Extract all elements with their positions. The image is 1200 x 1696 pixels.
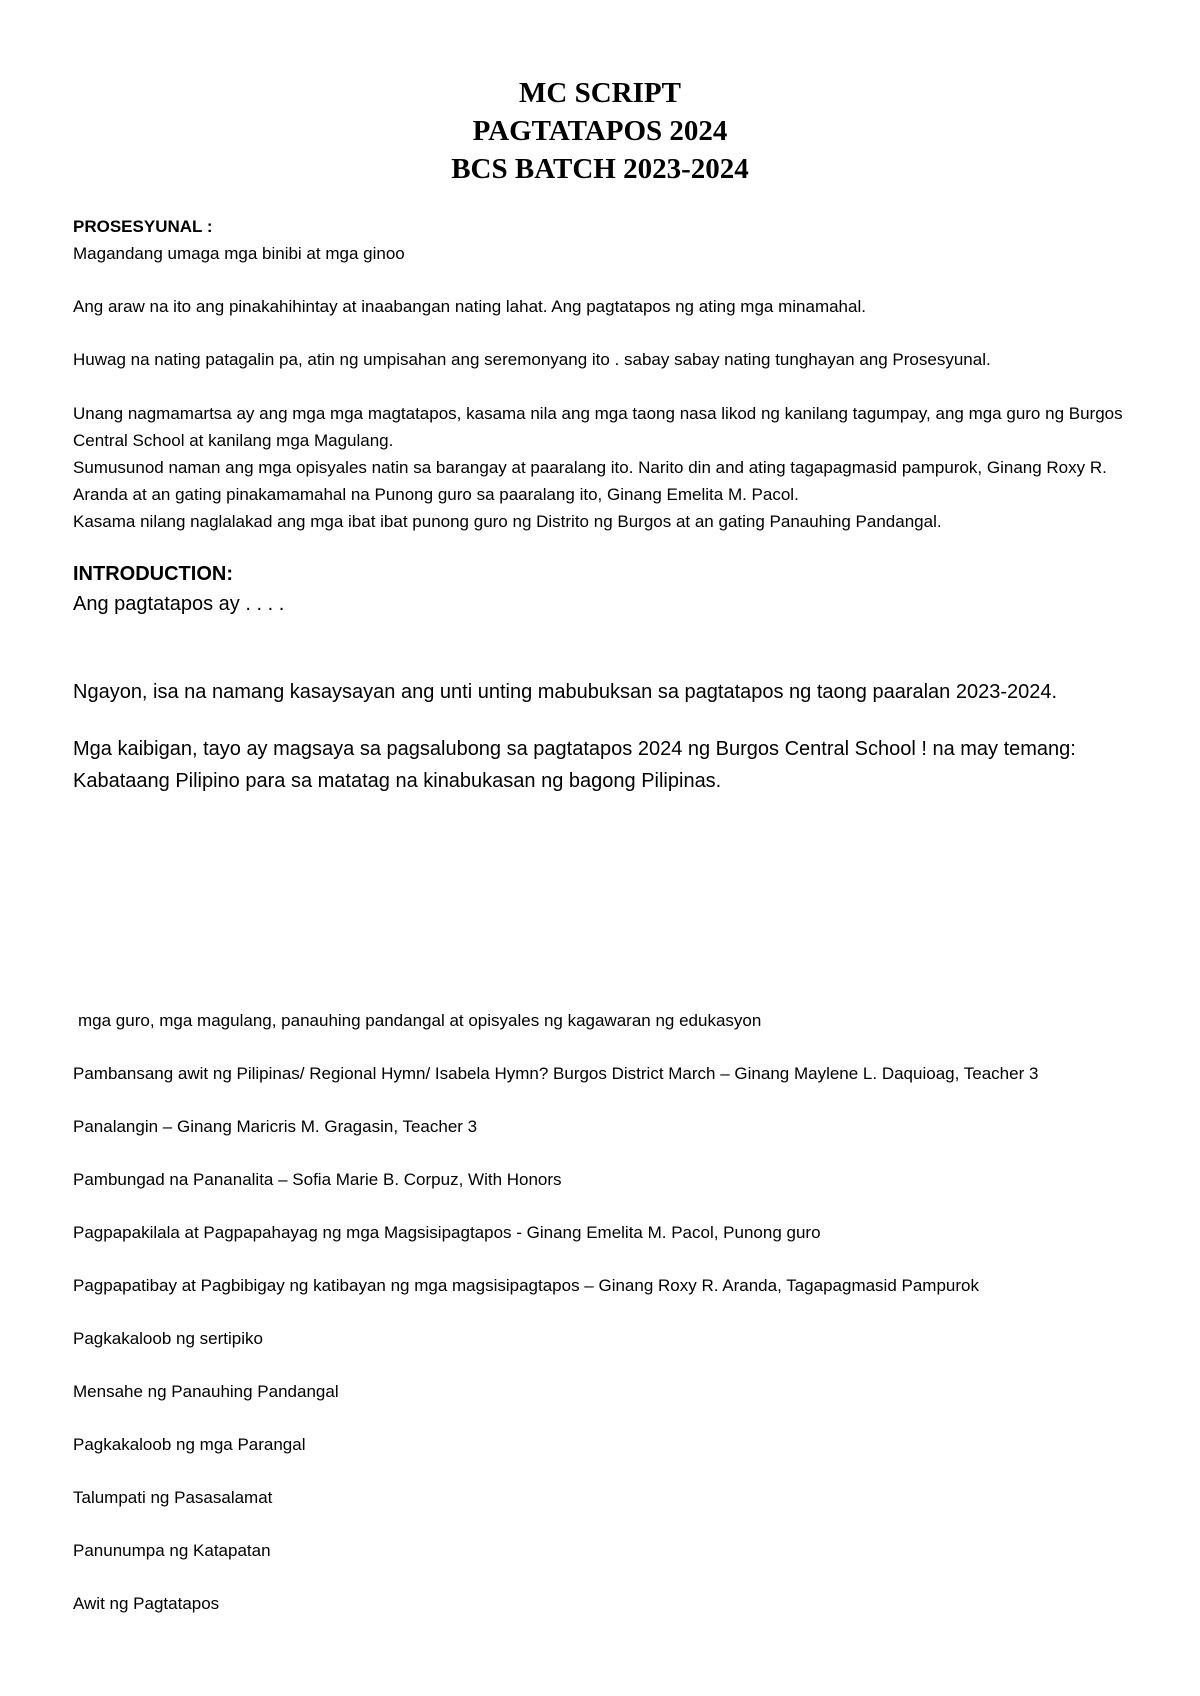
program-item: Pambansang awit ng Pilipinas/ Regional Hymn/ Isabela Hymn? Burgos District March – Ginang Maylene L. Daquioag, Teacher 3 [73, 1064, 1039, 1083]
title-line-3: BCS BATCH 2023-2024 [451, 153, 749, 185]
prosesyunal-heading: PROSESYUNAL : [73, 217, 213, 236]
paragraph: Unang nagmamartsa ay ang mga mga magtatapos, kasama nila ang mga taong nasa likod ng kanilang tagumpay, ang mga guro ng Burgos Central School at kanilang mga Magulang. [73, 404, 1123, 450]
program-list [73, 1005, 1138, 1620]
paragraph: Ang araw na ito ang pinakahihintay at inaabangan nating lahat. Ang pagtatapos ng ating mga minamahal. [73, 297, 866, 316]
program-item: Mensahe ng Panauhing Pandangal [73, 1382, 339, 1401]
program-item: Awit ng Pagtatapos [73, 1594, 220, 1613]
title-line-2: PAGTATAPOS 2024 [472, 115, 728, 147]
document-body [73, 213, 1138, 797]
paragraph: Sumusunod naman ang mga opisyales natin sa barangay at paaralang ito. Narito din and ating tagapagmasid pampurok, Ginang Roxy R. Aranda at an gating pinakamamahal na Punong guro sa paaralang ito, Ginang Emelita M. Pacol. [73, 458, 1107, 504]
program-item: Pagkakaloob ng mga Parangal [73, 1435, 306, 1454]
program-item: Pagkakaloob ng sertipiko [73, 1329, 263, 1348]
program-item: Panunumpa ng Katapatan [73, 1541, 271, 1560]
greeting-paragraph: Magandang umaga mga binibi at mga ginoo [73, 244, 405, 263]
introduction-paragraph: Ngayon, isa na namang kasaysayan ang unti unting mabubuksan sa pagtatapos ng taong paaralan 2023-2024. [73, 681, 1058, 703]
introduction-line: Ang pagtatapos ay . . . . [73, 593, 285, 615]
title-line-1: MC SCRIPT [519, 77, 681, 109]
introduction-paragraph: Mga kaibigan, tayo ay magsaya sa pagsalubong sa pagtatapos 2024 ng Burgos Central School ! na may temang: Kabataang Pilipino para sa matatag na kinabukasan ng bagong Pilipinas. [73, 738, 1076, 792]
document-title [0, 74, 1200, 188]
paragraph: Kasama nilang naglalakad ang mga ibat ibat punong guro ng Distrito ng Burgos at an gating Panauhing Pandangal. [73, 512, 942, 531]
program-item: Pagpapakilala at Pagpapahayag ng mga Magsisipagtapos - Ginang Emelita M. Pacol, Punong guro [73, 1223, 821, 1242]
program-item: Talumpati ng Pasasalamat [73, 1488, 273, 1507]
program-item: Pagpapatibay at Pagbibigay ng katibayan ng mga magsisipagtapos – Ginang Roxy R. Aranda, Tagapagmasid Pampurok [73, 1276, 979, 1295]
audience-line: mga guro, mga magulang, panauhing pandangal at opisyales ng kagawaran ng edukasyon [78, 1011, 762, 1030]
paragraph: Huwag na nating patagalin pa, atin ng umpisahan ang seremonyang ito . sabay sabay nating tunghayan ang Prosesyunal. [73, 350, 991, 369]
introduction-heading: INTRODUCTION: [73, 563, 233, 585]
program-item: Pambungad na Pananalita – Sofia Marie B. Corpuz, With Honors [73, 1170, 562, 1189]
program-item: Panalangin – Ginang Maricris M. Gragasin, Teacher 3 [73, 1117, 478, 1136]
